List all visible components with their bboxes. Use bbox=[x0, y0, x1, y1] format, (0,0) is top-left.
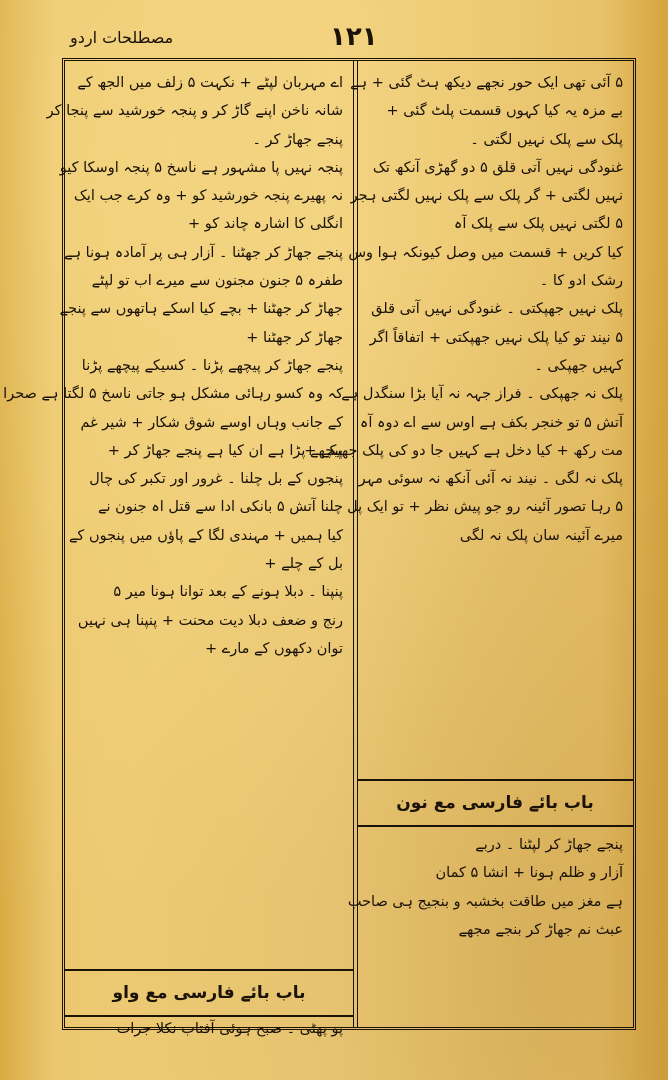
text-line: شانہ ناخن اپنے گاڑ کر و پنجہ خورشید سے پنجا کر bbox=[46, 103, 343, 120]
text-line: پلک سے پلک نہیں لگتی ۔ bbox=[470, 131, 623, 148]
text-line: آتش ۵ تو خنجر بکف ہے اوس سے اے دوہ آہ bbox=[359, 414, 623, 431]
text-line: پنجے جھاڑ کر جھٹنا ۔ آزار ہی پر آمادہ ہونا ہے bbox=[64, 244, 343, 261]
text-line: بے مزہ یہ کیا کہوں قسمت پلٹ گئی + bbox=[386, 103, 623, 120]
section-heading-bay-nun: باب بائے فارسی مع نون bbox=[357, 779, 633, 827]
text-line: آزار و ظلم ہونا + انشا ۵ کمان bbox=[435, 865, 623, 882]
text-line: اے مہربان لپٹے + نکہت ۵ زلف میں الجھ کے bbox=[77, 75, 343, 91]
text-line: ۵ آئی تھی ایک حور نجھے دیکھ ہٹ گئی + ہے bbox=[350, 75, 623, 91]
right-column bbox=[304, 61, 633, 1027]
text-line: جھاڑ کر جھٹنا + بچے کیا اسکے ہاتھوں سے پنجے bbox=[59, 301, 343, 318]
text-line: رشک ادو کا ۔ bbox=[539, 273, 623, 290]
section-heading-bay-waw: باب بائے فارسی مع واو bbox=[65, 969, 353, 1017]
text-line: کیا کریں + قسمت میں وصل کیونکہ ہوا وس bbox=[348, 244, 623, 261]
text-line: ۵ رہا تصور آئینہ رو جو پیش نظر + تو ایک پل bbox=[347, 499, 623, 516]
text-line: نہ پھیرے پنجہ خورشید کو + وہ کرے جب ایک bbox=[73, 188, 343, 205]
text-line: جھاڑ کر جھٹنا + bbox=[246, 329, 343, 346]
text-line: ۵ لگتی نہیں پلک سے پلک آہ bbox=[453, 216, 623, 233]
text-line: ہے مغز میں طاقت بخشبہ و بنجیج ہی صاحب bbox=[347, 893, 623, 910]
right-column-lower-lines bbox=[347, 831, 633, 944]
text-line: پو پھٹی ۔ صبح ہوئی آفتاب نکلا جرات bbox=[116, 1021, 343, 1037]
text-line: میرے آئینہ سان پلک نہ لگی bbox=[459, 527, 623, 544]
text-line: بل کے چلے + bbox=[264, 556, 343, 573]
text-line: توان دکھوں کے مارے + bbox=[204, 640, 343, 657]
text-line: عبث نم جھاڑ کر بنجے مجھے bbox=[458, 921, 623, 938]
text-line: پنجے جھاڑ کر پیچھے پڑنا ۔ کسیکے پیچھے پڑنا bbox=[81, 357, 343, 374]
text-line: غنودگی نہیں آتی قلق ۵ دو گھڑی آنکھ تک bbox=[372, 159, 623, 176]
left-column-lower-lines bbox=[65, 1015, 353, 1043]
text-line: طفرہ ۵ جنون مجنون سے میرے اب تو لپٹے bbox=[91, 273, 343, 290]
text-line: پنجے جھاڑ کر لپٹنا ۔ دربے bbox=[475, 837, 623, 853]
text-line: پنپنا ۔ دبلا ہونے کے بعد توانا ہونا میر ۵ bbox=[113, 584, 343, 601]
text-line: کے جانب وہاں اوسے شوق شکار + شیر غم bbox=[80, 414, 343, 431]
text-line: پیچھے پڑا ہے ان کیا ہے پنجے جھاڑ کر + bbox=[107, 442, 343, 459]
text-line: پنجوں کے بل چلنا ۔ غرور اور تکبر کی چال bbox=[89, 471, 343, 488]
left-column bbox=[3, 61, 353, 1037]
text-line: کہ وہ کسو رہائی مشکل ہو جاتی ناسخ ۵ لگتا ہے صحرا bbox=[3, 386, 343, 403]
text-line: چلنا آتش ۵ بانکی ادا سے قتل اہ جنون نے bbox=[98, 499, 343, 516]
text-line: رنج و ضعف دبلا دیت محنت + پنپنا ہی نہیں bbox=[77, 612, 343, 629]
text-line: پلک نہ لگی ۔ نیند نہ آئی آنکھ نہ سوئی مہر bbox=[358, 471, 623, 488]
header-title: مصطلحات اردو bbox=[70, 28, 174, 47]
text-line: پنجے جھاڑ کر ۔ bbox=[252, 131, 343, 148]
text-line: کیا ہمیں + مہندی لگا کے پاؤں میں پنجوں کے bbox=[68, 527, 343, 544]
text-line: نہیں لگتی + گر پلک سے پلک نہیں لگتی ہجر bbox=[350, 188, 623, 205]
text-line: ۵ نیند تو کیا پلک نہیں جھپکتی + اتفاقاً اگر bbox=[369, 329, 623, 346]
text-frame bbox=[3, 58, 636, 1037]
text-line: پلک نہیں جھپکتی ۔ غنودگی نہیں آتی قلق bbox=[371, 301, 623, 318]
page-number: ۱۲۱ bbox=[330, 22, 378, 52]
text-line: پلک نہ جھپکی ۔ فراز جہہ نہ آیا بڑا سنگدل ہے bbox=[341, 386, 623, 403]
right-column-lines bbox=[304, 69, 623, 550]
text-line: انگلی کا اشارہ چاند کو + bbox=[188, 216, 343, 233]
left-column-lines bbox=[3, 69, 343, 663]
text-line: کہیں جھپکی ۔ bbox=[534, 357, 623, 374]
text-line: پنجہ نہیں پا مشہور ہے ناسخ ۵ پنجہ اوسکا کیو bbox=[59, 159, 343, 176]
text-line: مت رکھ + کیا دخل ہے کہیں جا دو کی پلک جھپکے + bbox=[304, 442, 623, 459]
column-divider bbox=[353, 61, 358, 1027]
